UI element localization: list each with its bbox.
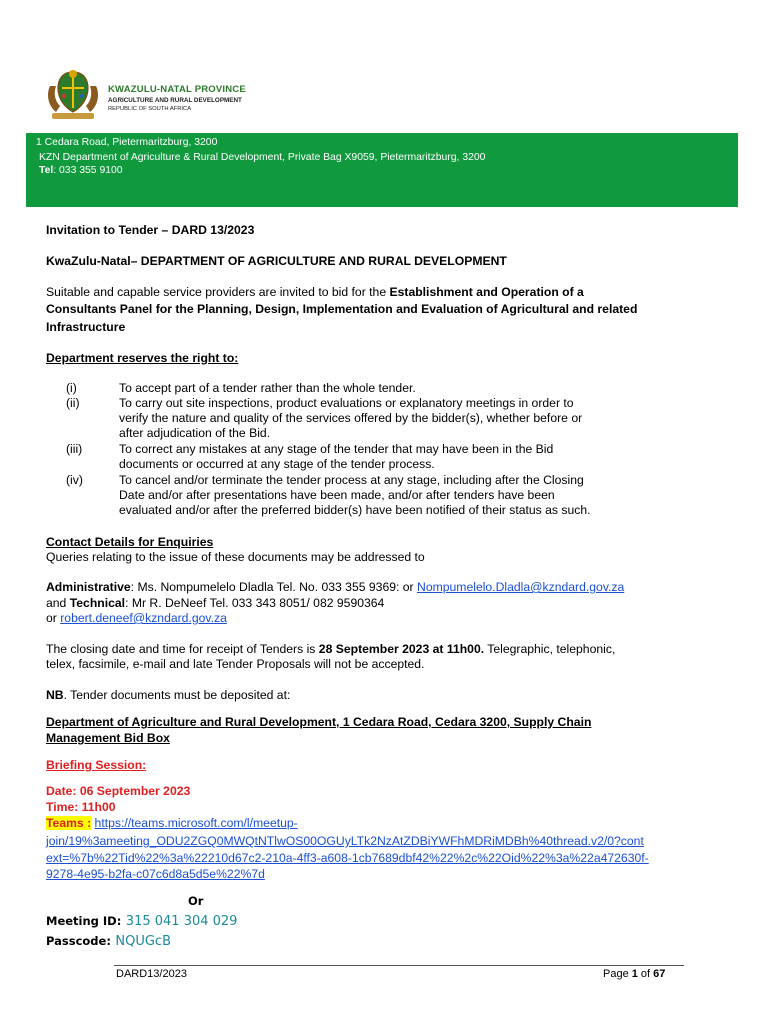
list-item-text: Date and/or after presentations have been made, and/or after tenders have been [119, 488, 555, 502]
teams-link-line-4 [46, 867, 265, 882]
admin-label: Administrative [46, 580, 131, 594]
reserves-heading: Department reserves the right to: [46, 351, 239, 365]
deposit-line-2: Management Bid Box [46, 731, 170, 745]
address-banner [26, 133, 738, 207]
contact-queries: Queries relating to the issue of these documents may be addressed to [46, 550, 425, 564]
admin-text: : Ms. Nompumelelo Dladla Tel. No. 033 355 9369: or [130, 580, 418, 594]
closing-line-2: telex, facsimile, e-mail and late Tender Proposals will not be accepted. [46, 657, 425, 671]
list-item-number: (ii) [66, 396, 80, 410]
admin-email-link[interactable]: Nompumelelo.Dladla@kzndard.gov.za [417, 580, 625, 594]
meeting-id-label: Meeting ID: [46, 914, 122, 928]
briefing-date: Date: 06 September 2023 [46, 784, 191, 798]
footer-doc-ref: DARD13/2023 [116, 968, 187, 980]
closing-plain: The closing date and time for receipt of Tenders is [46, 642, 319, 656]
intro-plain: Suitable and capable service providers are invited to bid for the [46, 285, 390, 299]
tel-label: Tel [39, 165, 54, 176]
meeting-id-value: 315 041 304 029 [125, 914, 238, 929]
nb-text: . Tender documents must be deposited at: [63, 688, 291, 702]
province-name: KWAZULU-NATAL PROVINCE [108, 84, 246, 95]
intro-bold: Establishment and Operation of a [389, 285, 584, 299]
page-prefix: Page [603, 968, 632, 980]
teams-link[interactable]: join/19%3ameeting_ODU2ZGQ0MWQtNTlwOS00OGUyLTk2NzAtZDBiYWFhMDRiMDBh%40thread.v2/0?cont [46, 834, 644, 848]
page-total: 67 [653, 968, 666, 980]
reserves-list [0, 381, 770, 521]
closing-date: 28 September 2023 at 11h00. [318, 642, 485, 656]
tech-email-link[interactable]: robert.deneef@kzndard.gov.za [60, 611, 227, 625]
intro-line-3: Infrastructure [46, 320, 126, 334]
briefing-heading: Briefing Session: [46, 758, 147, 772]
department-name: AGRICULTURE AND RURAL DEVELOPMENT [108, 97, 242, 104]
document-title: Invitation to Tender – DARD 13/2023 [46, 223, 255, 237]
passcode-value: NQUGcB [115, 934, 171, 949]
or-separator: Or [188, 894, 204, 908]
intro-line-2: Consultants Panel for the Planning, Design, Implementation and Evaluation of Agricultural and related [46, 302, 638, 316]
intro-line-1 [46, 285, 584, 300]
page-number [603, 968, 665, 980]
document-subtitle: KwaZulu-Natal– DEPARTMENT OF AGRICULTURE AND RURAL DEVELOPMENT [46, 254, 507, 268]
or-text: or [46, 611, 61, 625]
address-line-1: 1 Cedara Road, Pietermaritzburg, 3200 [36, 137, 218, 148]
meeting-id-line [46, 912, 237, 930]
tel-value: : 033 355 9100 [53, 165, 123, 176]
tech-label: Technical [69, 596, 126, 610]
nb-label: NB [46, 688, 64, 702]
teams-link-line-3 [46, 851, 649, 866]
list-item-number: (iv) [66, 473, 83, 487]
list-item-number: (iii) [66, 442, 83, 456]
list-item-text: To correct any mistakes at any stage of the tender that may have been in the Bid [119, 442, 554, 456]
teams-label: Teams : [46, 816, 92, 830]
page-of: of [637, 968, 654, 980]
contact-admin [46, 580, 624, 595]
passcode-line [46, 932, 171, 950]
teams-link[interactable]: 9278-4e95-b2fa-c07c6d8a5d5e%22%7d [46, 867, 265, 881]
briefing-time: Time: 11h00 [46, 800, 116, 814]
list-item-text: documents or occurred at any stage of the tender process. [119, 457, 435, 471]
closing-plain-2: Telegraphic, telephonic, [484, 642, 616, 656]
tech-text: : Mr R. DeNeef Tel. 033 343 8051/ 082 9590364 [125, 596, 385, 610]
teams-link[interactable]: https://teams.microsoft.com/l/meetup- [94, 816, 298, 830]
country-name: REPUBLIC OF SOUTH AFRICA [108, 106, 192, 112]
telephone [39, 165, 123, 176]
list-item-text: To cancel and/or terminate the tender process at any stage, including after the Closing [119, 473, 584, 487]
list-item-text: To accept part of a tender rather than the whole tender. [119, 381, 416, 395]
list-item-text: after adjudication of the Bid. [119, 426, 271, 440]
list-item-text: verify the nature and quality of the services offered by the bidder(s), whether before or [119, 411, 583, 425]
coat-of-arms-icon [44, 66, 102, 122]
list-item-text: evaluated and/or after the preferred bidder(s) have been notified of their status as such. [119, 503, 591, 517]
contact-heading: Contact Details for Enquiries [46, 535, 214, 549]
teams-link-line-2 [46, 834, 644, 849]
list-item-text: To carry out site inspections, product evaluations or explanatory meetings in order to [119, 396, 574, 410]
list-item-number: (i) [66, 381, 77, 395]
page-current: 1 [631, 968, 638, 980]
teams-line [46, 816, 298, 831]
nb-note [46, 688, 290, 703]
teams-link[interactable]: ext=%7b%22Tid%22%3a%22210d67c2-210a-4ff3-a608-1cb7689dbf42%22%2c%22Oid%22%3a%22a472630f- [46, 851, 649, 865]
contact-tech [46, 596, 384, 611]
passcode-label: Passcode: [46, 934, 111, 948]
deposit-line-1: Department of Agriculture and Rural Development, 1 Cedara Road, Cedara 3200, Supply Chain [46, 715, 592, 729]
footer-divider [114, 965, 684, 966]
closing-line-1 [46, 642, 615, 657]
and-text: and [46, 596, 70, 610]
contact-tech-email [46, 611, 227, 626]
address-line-2: KZN Department of Agriculture & Rural Development, Private Bag X9059, Pietermaritzburg, 3200 [39, 152, 486, 163]
department-logo [44, 66, 304, 126]
